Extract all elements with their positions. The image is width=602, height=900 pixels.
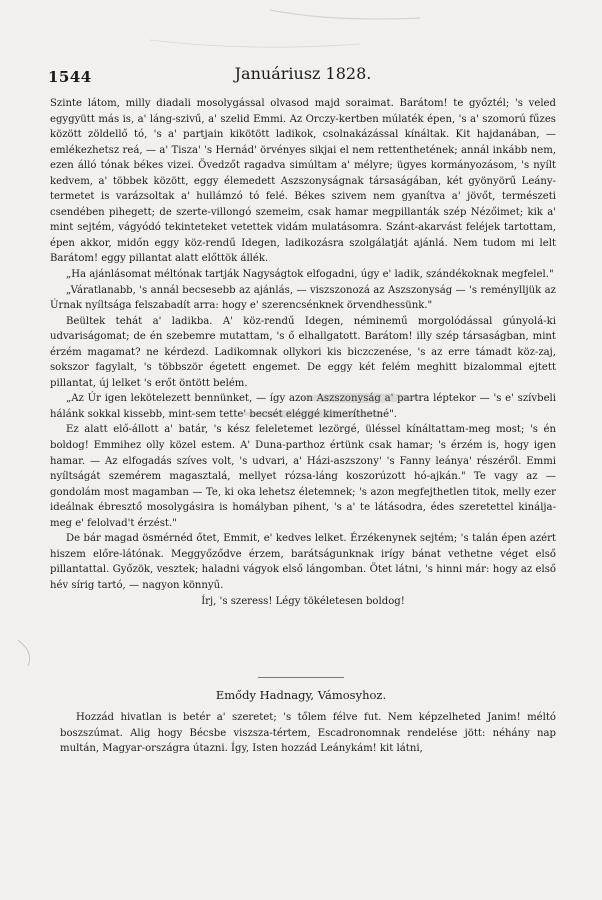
ink-smudge bbox=[300, 393, 420, 403]
letter-closing: Írj, 's szeress! Légy tökéletesen boldog! bbox=[201, 595, 405, 607]
page-number: 1544 bbox=[48, 68, 92, 86]
letter-paragraph: Beültek tehát a' ladikba. A' köz-rendű Idegen, néminemű morgolódással gúnyolá-ki udvariságomat; de én szebemre mutattam, 's ő elhallgatott. Barátom! illy szép társaságban, mint érzém magamat? ne kérdezd. Ladikomnak ollykori kis biczczenése, 's az erre támadt köz-zaj, sokszor fagylalt, 's többször égetett engemet. De eggy két felém meghitt bizalommal ejtett pillantat, új lelket 's erőt öntött belém. bbox=[50, 315, 556, 389]
letter-paragraph: „Az Úr igen lekötelezett bennünket, — így azon Aszszonyság a' partra léptekor — 's e' szívbeli hálánk sokkal kissebb, mint-sem tette' becsét eléggé kimeríthetné". bbox=[50, 393, 556, 420]
letter-paragraph: De bár magad ösmérnéd őtet, Emmit, e' kedves lelket. Érzékenynek sejtém; 's talán épen azért hiszem előre-látónak. Meggyőződve érzem, barátságunknak irígy bánat vethetne véget első pillantattal. Győzök, vesztek; haladni vágyok első lángomban. Ötet látni, 's hinni már: hogy az első hév sírig tartó, — nagyon könnyű. bbox=[50, 533, 556, 591]
letter-paragraph: „Ha ajánlásomat méltónak tartják Nagyságtok elfogadni, úgy e' ladik, szándékoknak megfelel." bbox=[66, 269, 554, 281]
letter-paragraph: Szinte látom, milly diadali mosolygással olvasod majd soraimat. Barátom! te győztél; 's veled egygyütt más is, a' láng-szivű, a' szelid Emmi. Az Orczy-kertben múlaték épen, 's a' szomorú fűzes között zöldellő tó, 's a' partjain kikötött ladikok, csolnakázással kínáltak. Kit hajdanában, — emlékezhetsz reá, — a' Tisza' 's Hernád' örvényes sikjai el nem rettenthetének; annál inkább nem, ezen álló tónak békes vizei. Övedzőt ragadva simúltam a' mélyre; ügyes kormányozásom, 's nyílt kedvem, a' többek között, eggy élemedett Aszszonyságnak társaságában, két gyönyörű Leány-termetet is varázsoltak a' hullámzó tó felé. Békes szivem nem gyanítva a' jövőt, természeti csendében pihegett; de szerte-villongó szemeim, csak hamar megpillanták szép Nézőimet; kik a' mint sejtém, vágyódó tekinteteket vetettek vidám mulatásomra. Szánt-akarvást feléjek tartottam, épen akkor, midőn eggy köz-rendű Idegen, ladikozásra szolgálatját ajánlá. Nem tudom mi lelt Barátom! eggy pillantat alatt előttök állék. bbox=[50, 98, 556, 265]
ink-smudge bbox=[240, 410, 390, 418]
letter-paragraph: Ez alatt elő-állott a' batár, 's kész feleletemet lezörgé, üléssel kínáltattam-meg most; 's én boldog! Emmihez olly közel estem. A' Duna-parthoz értünk csak hamar; 's érzém is, hogy igen hamar. — Az elfogadás szíves volt, 's udvari, a' Házi-aszszony' 's Fanny leánya' részéről. Emmi nyíltságát szemérem magasztalá, mellyet rózsa-láng koszorúzott hó-ajkán." Te vagy az — gondolám most magamban — Te, ki oka lehetsz életemnek; 's azon megfejthetlen titok, melly ezer ideálnak ébresztő mosolygásira is homályban pihent, 's a' te látásodra, édes szeretettel kinálja-meg e' felolvad't érzést." bbox=[50, 424, 556, 529]
running-title: Januáriusz 1828. bbox=[234, 64, 372, 83]
page-header bbox=[48, 64, 558, 88]
section-title: Emődy Hadnagy, Vámosyhoz. bbox=[215, 688, 387, 702]
letter-body bbox=[50, 96, 556, 609]
section-body bbox=[60, 710, 556, 757]
letter-paragraph: „Váratlanabb, 's annál becsesebb az ajánlás, — viszszonozá az Aszszonyság — 's reménylljük az Úrnak nyíltsága felszabadít arra: hogy e' szerencsénknek örvendhessünk." bbox=[50, 284, 556, 312]
section-paragraph: Hozzád hivatlan is betér a' szeretet; 's tőlem félve fut. Nem képzelheted Janim! méltó boszszúmat. Alig hogy Bécsbe viszsza-tértem, Escadronomnak rendelése jött: néhány nap multán, Magyar-országra útazni. Így, Isten hozzád Leánykám! kit látni, bbox=[60, 712, 556, 755]
section-divider bbox=[258, 677, 344, 678]
